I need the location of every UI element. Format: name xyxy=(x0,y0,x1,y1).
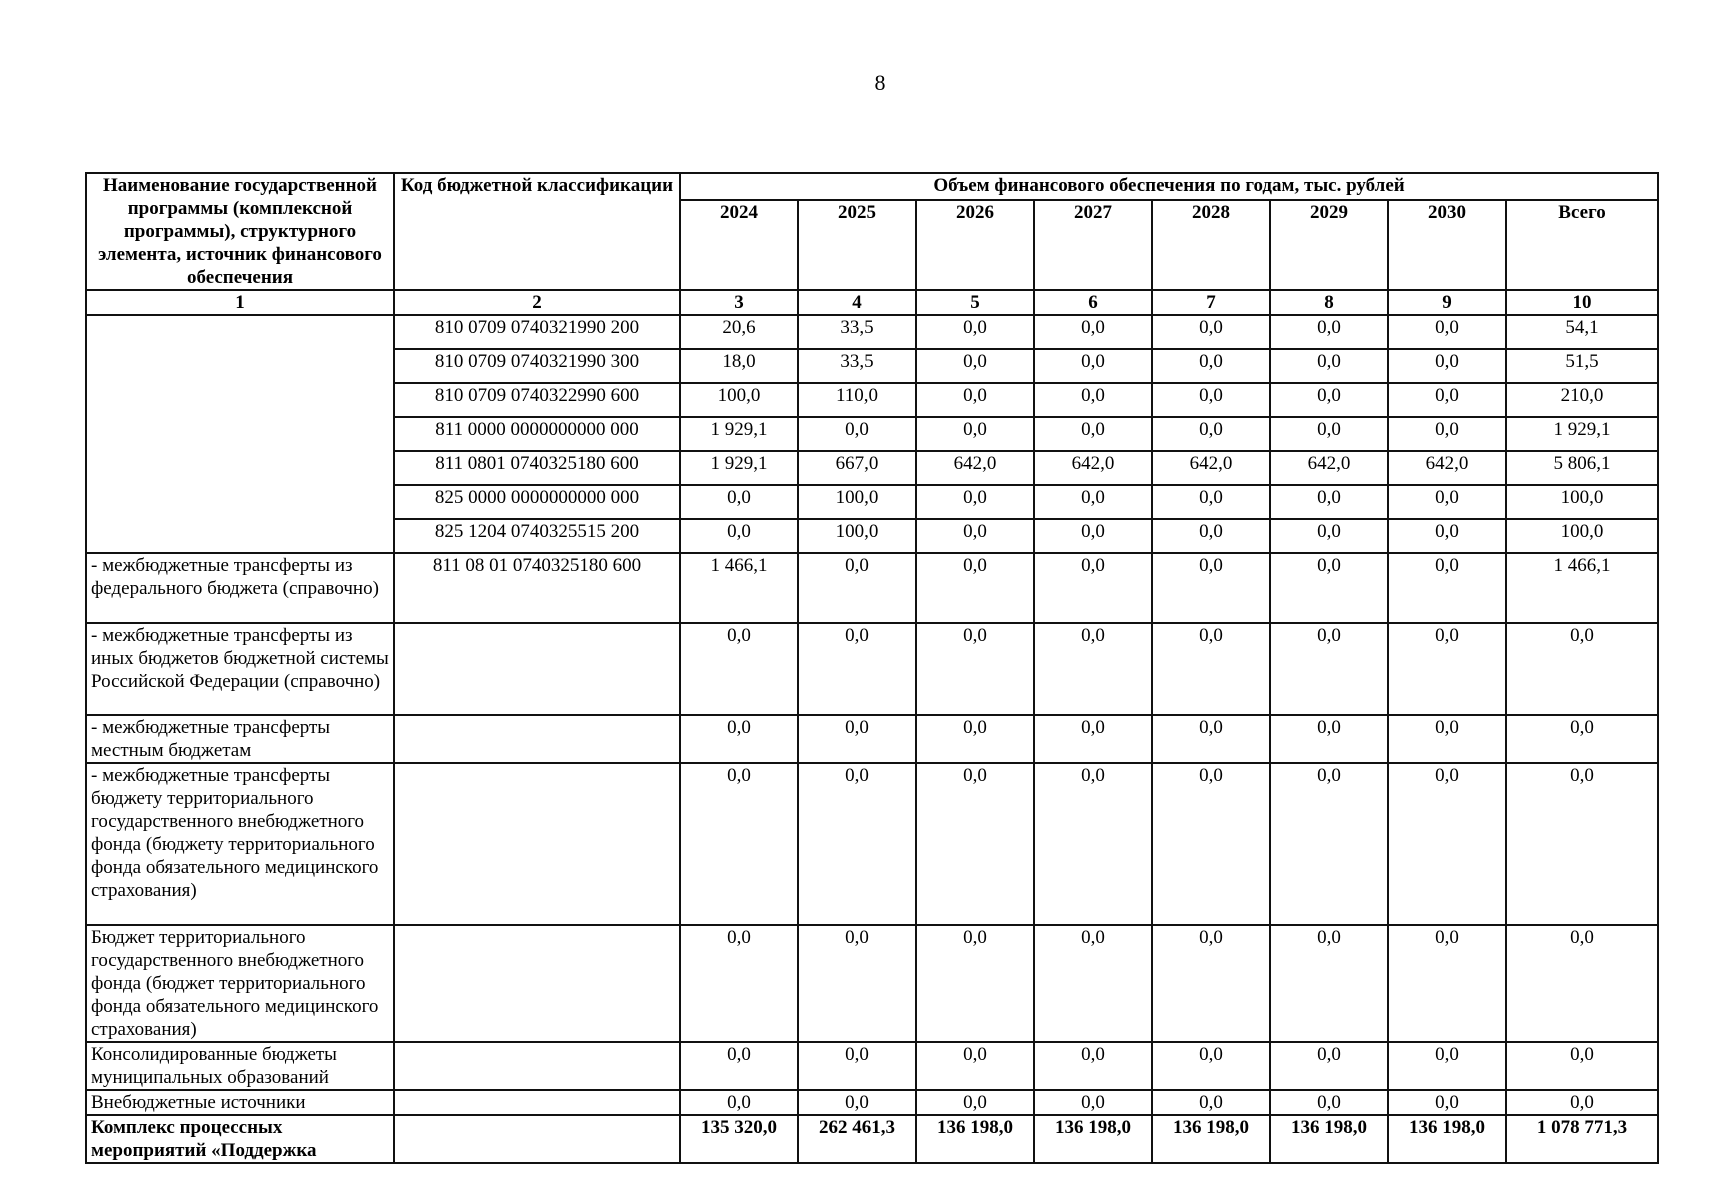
value-cell: 18,0 xyxy=(680,349,798,383)
value-cell: 0,0 xyxy=(1034,519,1152,553)
value-cell: 0,0 xyxy=(680,1042,798,1090)
column-number: 3 xyxy=(680,290,798,315)
budget-code xyxy=(394,623,680,715)
value-cell: 0,0 xyxy=(798,1090,916,1115)
budget-code: 811 0000 0000000000 000 xyxy=(394,417,680,451)
column-number: 4 xyxy=(798,290,916,315)
value-cell: 0,0 xyxy=(1270,485,1388,519)
value-cell: 0,0 xyxy=(916,1042,1034,1090)
value-cell: 0,0 xyxy=(1388,623,1506,715)
value-cell: 0,0 xyxy=(680,715,798,763)
value-cell: 136 198,0 xyxy=(1152,1115,1270,1163)
value-cell: 0,0 xyxy=(1270,715,1388,763)
value-cell: 0,0 xyxy=(1270,1042,1388,1090)
value-cell: 642,0 xyxy=(1270,451,1388,485)
value-cell: 0,0 xyxy=(798,553,916,623)
budget-code: 825 1204 0740325515 200 xyxy=(394,519,680,553)
header-code: Код бюджетной классификации xyxy=(394,173,680,290)
header-year: 2029 xyxy=(1270,200,1388,290)
total-cell: 0,0 xyxy=(1506,925,1658,1042)
value-cell: 135 320,0 xyxy=(680,1115,798,1163)
value-cell: 0,0 xyxy=(1034,1090,1152,1115)
budget-code: 810 0709 0740322990 600 xyxy=(394,383,680,417)
value-cell: 0,0 xyxy=(1152,763,1270,925)
value-cell: 667,0 xyxy=(798,451,916,485)
value-cell: 1 929,1 xyxy=(680,451,798,485)
total-cell: 0,0 xyxy=(1506,715,1658,763)
budget-code: 811 08 01 0740325180 600 xyxy=(394,553,680,623)
value-cell: 0,0 xyxy=(916,349,1034,383)
value-cell: 136 198,0 xyxy=(1034,1115,1152,1163)
budget-code: 810 0709 0740321990 300 xyxy=(394,349,680,383)
budget-code xyxy=(394,925,680,1042)
value-cell: 0,0 xyxy=(1388,763,1506,925)
total-cell: 100,0 xyxy=(1506,485,1658,519)
value-cell: 136 198,0 xyxy=(1270,1115,1388,1163)
table-row xyxy=(86,1115,1658,1163)
value-cell: 0,0 xyxy=(1388,1090,1506,1115)
column-number: 10 xyxy=(1506,290,1658,315)
empty-name-cell xyxy=(86,315,394,553)
value-cell: 0,0 xyxy=(1034,1042,1152,1090)
budget-code xyxy=(394,715,680,763)
value-cell: 642,0 xyxy=(1152,451,1270,485)
column-number: 5 xyxy=(916,290,1034,315)
value-cell: 0,0 xyxy=(1270,553,1388,623)
value-cell: 0,0 xyxy=(916,763,1034,925)
value-cell: 0,0 xyxy=(680,519,798,553)
value-cell: 0,0 xyxy=(1388,417,1506,451)
total-cell: 0,0 xyxy=(1506,623,1658,715)
row-name: - межбюджетные трансферты из иных бюджетов бюджетной системы Российской Федерации (справочно) xyxy=(86,623,394,715)
total-cell: 51,5 xyxy=(1506,349,1658,383)
budget-code xyxy=(394,1115,680,1163)
header-volume: Объем финансового обеспечения по годам, тыс. рублей xyxy=(680,173,1658,200)
header-year: 2025 xyxy=(798,200,916,290)
value-cell: 0,0 xyxy=(1270,349,1388,383)
value-cell: 100,0 xyxy=(798,485,916,519)
value-cell: 0,0 xyxy=(1270,623,1388,715)
value-cell: 136 198,0 xyxy=(1388,1115,1506,1163)
budget-code xyxy=(394,1090,680,1115)
header-year: 2028 xyxy=(1152,200,1270,290)
budget-code: 810 0709 0740321990 200 xyxy=(394,315,680,349)
value-cell: 0,0 xyxy=(916,519,1034,553)
header-year: 2030 xyxy=(1388,200,1506,290)
value-cell: 0,0 xyxy=(1270,383,1388,417)
header-total: Всего xyxy=(1506,200,1658,290)
value-cell: 0,0 xyxy=(1034,715,1152,763)
row-name: Консолидированные бюджеты муниципальных образований xyxy=(86,1042,394,1090)
table-row xyxy=(86,1090,1658,1115)
row-name: - межбюджетные трансферты бюджету территориального государственного внебюджетного фонда (бюджету территориального фонда обязательного медицинского страхования) xyxy=(86,763,394,925)
value-cell: 0,0 xyxy=(1152,623,1270,715)
total-cell: 0,0 xyxy=(1506,1090,1658,1115)
value-cell: 0,0 xyxy=(1270,315,1388,349)
value-cell: 0,0 xyxy=(1034,349,1152,383)
value-cell: 100,0 xyxy=(680,383,798,417)
value-cell: 0,0 xyxy=(1034,315,1152,349)
value-cell: 0,0 xyxy=(798,925,916,1042)
value-cell: 0,0 xyxy=(1152,519,1270,553)
table-row xyxy=(86,623,1658,715)
row-name: - межбюджетные трансферты местным бюджетам xyxy=(86,715,394,763)
column-number: 2 xyxy=(394,290,680,315)
value-cell: 0,0 xyxy=(1152,349,1270,383)
column-number: 6 xyxy=(1034,290,1152,315)
total-cell: 54,1 xyxy=(1506,315,1658,349)
column-number: 1 xyxy=(86,290,394,315)
value-cell: 136 198,0 xyxy=(916,1115,1034,1163)
value-cell: 0,0 xyxy=(1152,1042,1270,1090)
value-cell: 0,0 xyxy=(1152,925,1270,1042)
total-cell: 0,0 xyxy=(1506,763,1658,925)
budget-code: 811 0801 0740325180 600 xyxy=(394,451,680,485)
value-cell: 0,0 xyxy=(1388,553,1506,623)
value-cell: 0,0 xyxy=(1152,1090,1270,1115)
column-number: 7 xyxy=(1152,290,1270,315)
value-cell: 0,0 xyxy=(1388,715,1506,763)
table-row xyxy=(86,763,1658,925)
value-cell: 642,0 xyxy=(1388,451,1506,485)
value-cell: 100,0 xyxy=(798,519,916,553)
table-row xyxy=(86,715,1658,763)
value-cell: 0,0 xyxy=(1388,519,1506,553)
total-cell: 210,0 xyxy=(1506,383,1658,417)
value-cell: 0,0 xyxy=(680,485,798,519)
header-year: 2024 xyxy=(680,200,798,290)
value-cell: 0,0 xyxy=(1270,763,1388,925)
value-cell: 0,0 xyxy=(680,925,798,1042)
value-cell: 0,0 xyxy=(1388,383,1506,417)
value-cell: 0,0 xyxy=(1034,763,1152,925)
value-cell: 0,0 xyxy=(1270,417,1388,451)
total-cell: 0,0 xyxy=(1506,1042,1658,1090)
value-cell: 0,0 xyxy=(1034,417,1152,451)
total-cell: 1 466,1 xyxy=(1506,553,1658,623)
budget-code xyxy=(394,763,680,925)
column-number: 9 xyxy=(1388,290,1506,315)
value-cell: 0,0 xyxy=(1270,925,1388,1042)
header-name: Наименование государственной программы (комплексной программы), структурного элемента, источник финансового обеспечения xyxy=(86,173,394,290)
value-cell: 0,0 xyxy=(916,623,1034,715)
value-cell: 0,0 xyxy=(916,925,1034,1042)
value-cell: 0,0 xyxy=(1152,485,1270,519)
value-cell: 0,0 xyxy=(1388,1042,1506,1090)
value-cell: 0,0 xyxy=(1034,925,1152,1042)
value-cell: 0,0 xyxy=(1034,383,1152,417)
total-cell: 1 929,1 xyxy=(1506,417,1658,451)
table-row xyxy=(86,315,1658,349)
value-cell: 0,0 xyxy=(916,315,1034,349)
value-cell: 0,0 xyxy=(1270,1090,1388,1115)
value-cell: 0,0 xyxy=(916,715,1034,763)
table-row xyxy=(86,553,1658,623)
row-name: Бюджет территориального государственного внебюджетного фонда (бюджет территориального фонда обязательного медицинского страхования) xyxy=(86,925,394,1042)
header-year: 2027 xyxy=(1034,200,1152,290)
value-cell: 0,0 xyxy=(798,623,916,715)
page-number: 8 xyxy=(874,70,886,95)
budget-code: 825 0000 0000000000 000 xyxy=(394,485,680,519)
value-cell: 0,0 xyxy=(916,485,1034,519)
value-cell: 0,0 xyxy=(680,623,798,715)
value-cell: 0,0 xyxy=(1152,715,1270,763)
value-cell: 1 929,1 xyxy=(680,417,798,451)
value-cell: 0,0 xyxy=(1034,553,1152,623)
value-cell: 0,0 xyxy=(916,1090,1034,1115)
value-cell: 0,0 xyxy=(680,1090,798,1115)
value-cell: 20,6 xyxy=(680,315,798,349)
row-name: Комплекс процессных мероприятий «Поддержка xyxy=(86,1115,394,1163)
value-cell: 0,0 xyxy=(1034,623,1152,715)
total-cell: 5 806,1 xyxy=(1506,451,1658,485)
value-cell: 0,0 xyxy=(1270,519,1388,553)
table-row xyxy=(86,925,1658,1042)
total-cell: 1 078 771,3 xyxy=(1506,1115,1658,1163)
value-cell: 0,0 xyxy=(1388,485,1506,519)
column-number: 8 xyxy=(1270,290,1388,315)
value-cell: 0,0 xyxy=(798,715,916,763)
header-year: 2026 xyxy=(916,200,1034,290)
value-cell: 262 461,3 xyxy=(798,1115,916,1163)
table-row xyxy=(86,1042,1658,1090)
value-cell: 642,0 xyxy=(1034,451,1152,485)
value-cell: 0,0 xyxy=(916,553,1034,623)
financing-table xyxy=(85,172,1659,1164)
value-cell: 33,5 xyxy=(798,315,916,349)
row-name: - межбюджетные трансферты из федерального бюджета (справочно) xyxy=(86,553,394,623)
value-cell: 0,0 xyxy=(798,417,916,451)
value-cell: 110,0 xyxy=(798,383,916,417)
value-cell: 0,0 xyxy=(916,383,1034,417)
value-cell: 0,0 xyxy=(916,417,1034,451)
budget-code xyxy=(394,1042,680,1090)
value-cell: 1 466,1 xyxy=(680,553,798,623)
value-cell: 0,0 xyxy=(1152,553,1270,623)
value-cell: 33,5 xyxy=(798,349,916,383)
value-cell: 0,0 xyxy=(680,763,798,925)
value-cell: 0,0 xyxy=(1152,315,1270,349)
value-cell: 0,0 xyxy=(798,763,916,925)
value-cell: 0,0 xyxy=(1034,485,1152,519)
value-cell: 0,0 xyxy=(798,1042,916,1090)
total-cell: 100,0 xyxy=(1506,519,1658,553)
value-cell: 0,0 xyxy=(1152,383,1270,417)
value-cell: 642,0 xyxy=(916,451,1034,485)
row-name: Внебюджетные источники xyxy=(86,1090,394,1115)
value-cell: 0,0 xyxy=(1388,315,1506,349)
value-cell: 0,0 xyxy=(1388,925,1506,1042)
value-cell: 0,0 xyxy=(1388,349,1506,383)
value-cell: 0,0 xyxy=(1152,417,1270,451)
